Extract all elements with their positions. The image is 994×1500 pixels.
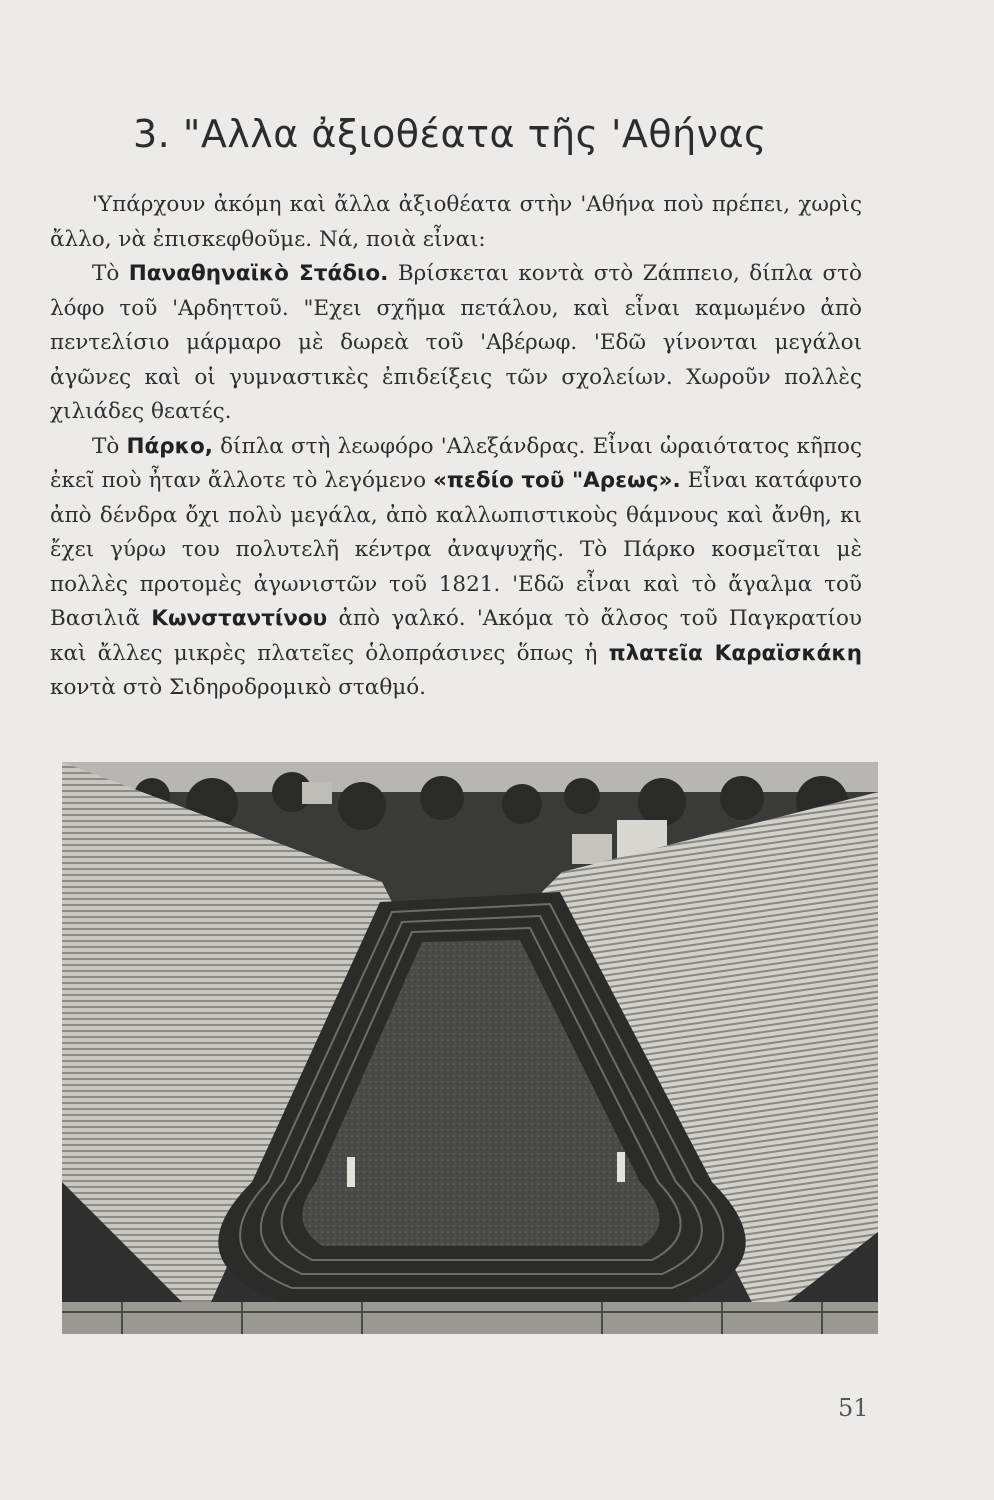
stadium-paragraph [50, 257, 862, 430]
park-paragraph [50, 430, 862, 706]
park-text-4: κοντὰ στὸ Σιδηροδρομικὸ σταθμό. [50, 675, 427, 700]
stadium-illustration [62, 762, 878, 1334]
plateia-karaiskaki-term: πλατεῖα Καραϊσκάκη [608, 640, 862, 666]
building [572, 834, 612, 864]
park-lead: Τὸ [92, 433, 127, 459]
stadium-text: Βρίσκεται κοντὰ στὸ Ζάππειο, δίπλα στὸ λόφο τοῦ 'Αρδηττοῦ. "Εχει σχῆμα πετάλου, καὶ εἶναι καμωμένο ἀπὸ πεντελίσιο μάρμαρο μὲ δωρεὰ τοῦ 'Αβέρωφ. 'Εδῶ γίνονται μεγάλοι ἀγῶνες καὶ οἱ γυμναστικὲς ἐπιδείξεις τῶν σχολείων. Χωροῦν πολλὲς χιλιάδες θεατές. [50, 261, 862, 424]
stadium-lead: Τὸ [92, 261, 129, 286]
page-title: 3. "Αλλα ἀξιοθέατα τῆς 'Αθήνας [133, 112, 767, 156]
park-text-2: Εἶναι κατάφυτο ἀπὸ δένδρα ὄχι πολὺ μεγάλα, ἀπὸ καλλωπιστικοὺς θάμνους καὶ ἄνθη, κι ἔχει γύρω του πολυτελῆ κέντρα ἀναψυχῆς. Τὸ Πάρκο κοσμεῖται μὲ πολλὲς προτομὲς ἀγωνιστῶν τοῦ 1821. 'Εδῶ εἶναι καὶ τὸ ἄγαλμα τοῦ Βασιλιᾶ [50, 468, 862, 631]
pedio-areos-term: «πεδίο τοῦ "Αρεως». [432, 468, 681, 493]
intro-paragraph [50, 188, 862, 257]
statue [617, 1152, 625, 1182]
park-text-1: δίπλα στὴ λεωφόρο 'Αλεξάνδρας. Εἶναι ὡραιότατος κῆπος ἐκεῖ ποὺ ἦταν ἄλλοτε τὸ λεγόμενο [50, 433, 862, 493]
stadium-photo [62, 762, 878, 1334]
intro-text: 'Υπάρχουν ἀκόμη καὶ ἄλλα ἀξιοθέατα στὴν 'Αθήνα ποὺ πρέπει, χωρὶς ἄλλο, νὰ ἐπισκεφθοῦμε. Νά, ποιὰ εἶναι: [50, 192, 862, 252]
stadium-heading: Παναθηναϊκὸ Στάδιο. [128, 261, 389, 286]
statue [347, 1157, 355, 1187]
body-text [50, 188, 862, 706]
park-text-3: ἀπὸ γαλκό. 'Ακόμα τὸ ἄλσος τοῦ Παγκρατίου καὶ ἄλλες μικρὲς πλατεῖες ὁλοπράσινες ὅπως ἡ [50, 606, 862, 666]
building [302, 782, 332, 804]
park-heading: Πάρκο, [126, 433, 213, 459]
page-number: 51 [838, 1394, 869, 1422]
foreground-terrace [62, 1302, 878, 1334]
konstantinos-term: Κωνσταντίνου [151, 606, 328, 631]
